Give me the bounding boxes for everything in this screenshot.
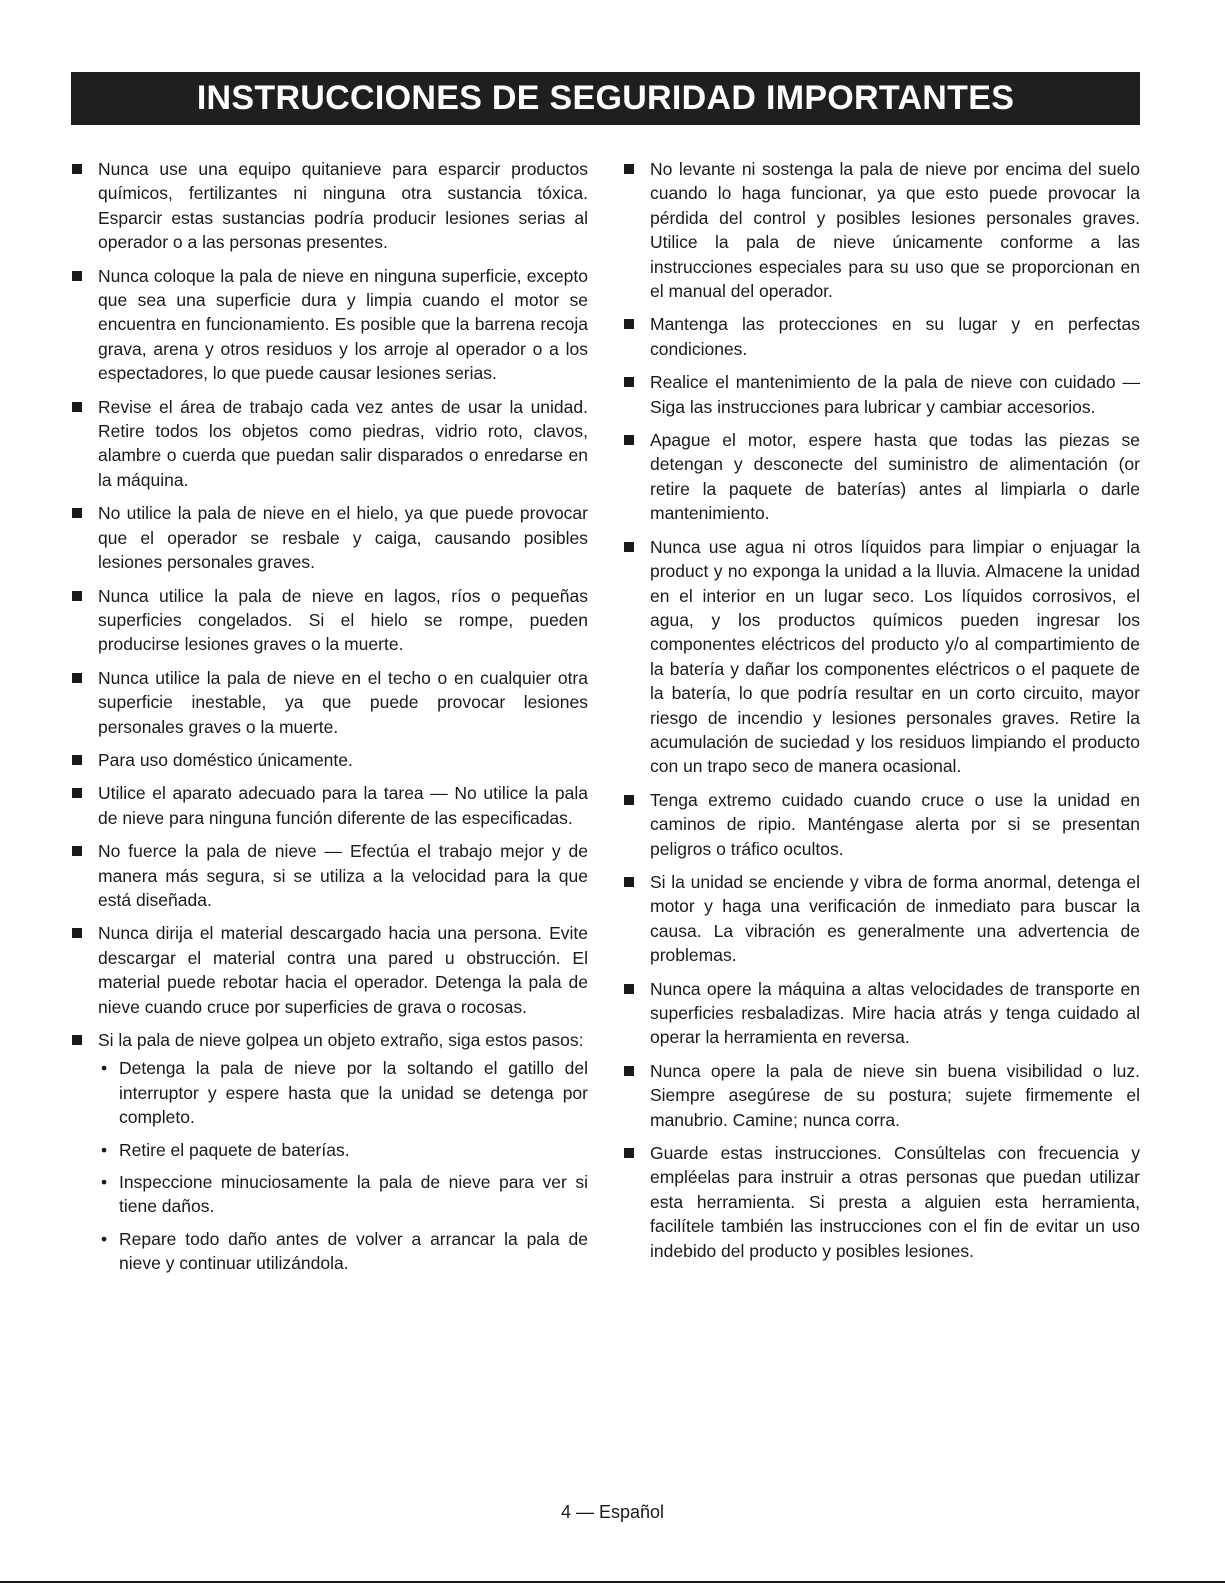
list-item [623, 1141, 1140, 1263]
list-item [623, 535, 1140, 779]
square-bullet-icon [72, 271, 82, 281]
square-bullet-icon [72, 1035, 82, 1045]
list-item-text: Mantenga las protecciones en su lugar y en perfectas condiciones. [650, 314, 1140, 359]
sub-list-item-text: Repare todo daño antes de volver a arrancar la pala de nieve y continuar utilizándola. [119, 1228, 588, 1274]
sub-list-item [98, 1138, 588, 1162]
sub-list-item [98, 1056, 588, 1129]
square-bullet-icon [624, 164, 634, 174]
square-bullet-icon [624, 435, 634, 445]
list-item [71, 584, 588, 657]
round-bullet-icon: • [101, 1172, 108, 1193]
list-item [623, 977, 1140, 1050]
list-item-text: Nunca utilice la pala de nieve en lagos, ríos o pequeñas superficies congelados. Si el hielo se rompe, pueden producirse lesiones graves o la muerte. [98, 585, 588, 655]
list-item [623, 370, 1140, 419]
list-item [71, 264, 588, 386]
list-item-text: Nunca utilice la pala de nieve en el techo o en cualquier otra superficie inestable, ya que puede provocar lesiones personales graves o la muerte. [98, 667, 588, 737]
list-item-text: Nunca coloque la pala de nieve en ninguna superficie, excepto que sea una superficie dura y limpia cuando el motor se encuentra en funcionamiento. Es posible que la barrena recoja grava, arena y otros residuos y los arroje al operador o a los espectadores, lo que puede causar lesiones serias. [98, 265, 588, 384]
square-bullet-icon [72, 164, 82, 174]
safety-list-left [71, 157, 588, 1276]
square-bullet-icon [624, 542, 634, 552]
list-item-text: Tenga extremo cuidado cuando cruce o use la unidad en caminos de ripio. Manténgase alerta por si se presentan peligros o tráfico ocultos. [650, 789, 1140, 859]
list-item [71, 666, 588, 739]
list-item-text: No fuerce la pala de nieve — Efectúa el trabajo mejor y de manera más segura, si se utiliza a la velocidad para la que está diseñada. [98, 841, 588, 910]
sub-list-item-text: Inspeccione minuciosamente la pala de nieve para ver si tiene daños. [119, 1172, 588, 1217]
list-item-text: No levante ni sostenga la pala de nieve por encima del suelo cuando lo haga funcionar, ya que esto puede provocar la pérdida del control y posibles lesiones personales graves. Utilice la pala de nieve únicamente conforme a las instrucciones especiales para su uso que se proporcionan en el manual del operador. [650, 159, 1140, 302]
list-item-text: Apague el motor, espere hasta que todas las piezas se detengan y desconecte del suministro de alimentación (or retire la paquete de baterías) antes al limpiarla o darle mantenimiento. [650, 430, 1140, 524]
square-bullet-icon [624, 795, 634, 805]
list-item [71, 748, 588, 772]
square-bullet-icon [72, 591, 82, 601]
page-title: INSTRUCCIONES DE SEGURIDAD IMPORTANTES [196, 79, 1015, 117]
bottom-divider [0, 1581, 1225, 1583]
square-bullet-icon [624, 877, 634, 887]
list-item [623, 870, 1140, 968]
page-footer [0, 1500, 1225, 1524]
list-item-text: Si la pala de nieve golpea un objeto extraño, siga estos pasos: [98, 1030, 584, 1050]
sub-list-item [98, 1227, 588, 1276]
square-bullet-icon [624, 984, 634, 994]
list-item [71, 395, 588, 493]
list-item-text: No utilice la pala de nieve en el hielo, ya que puede provocar que el operador se resbale y caiga, causando posibles lesiones personales graves. [98, 503, 588, 573]
list-item [623, 312, 1140, 361]
safety-list-right [623, 157, 1140, 1263]
list-item [623, 788, 1140, 861]
round-bullet-icon: • [101, 1228, 108, 1249]
square-bullet-icon [72, 673, 82, 683]
sub-list-item [98, 1170, 588, 1219]
list-item [71, 921, 588, 1019]
round-bullet-icon: • [101, 1058, 108, 1079]
list-item [623, 1059, 1140, 1132]
square-bullet-icon [72, 788, 82, 798]
list-item [71, 157, 588, 255]
list-item [71, 1028, 588, 1276]
list-item [623, 428, 1140, 526]
page-number-label: 4 — Español [560, 1502, 665, 1522]
list-item [71, 501, 588, 574]
list-item-text: Nunca use una equipo quitanieve para esparcir productos químicos, fertilizantes ni ninguna otra sustancia tóxica. Esparcir estas sustancias podría producir lesiones serias al operador o a las personas presentes. [98, 159, 588, 253]
foreign-object-steps [98, 1056, 588, 1275]
square-bullet-icon [624, 319, 634, 329]
list-item-text: Guarde estas instrucciones. Consúltelas con frecuencia y empléelas para instruir a otras personas que puedan utilizar esta herramienta. Si presta a alguien esta herramienta, facilítele también las instrucciones con el fin de evitar un uso indebido del producto y posibles lesiones. [650, 1143, 1140, 1261]
list-item-text: Utilice el aparato adecuado para la tarea — No utilice la pala de nieve para ninguna función diferente de las especificadas. [98, 783, 588, 828]
square-bullet-icon [72, 846, 82, 856]
left-column [71, 157, 588, 1285]
list-item [71, 839, 588, 912]
list-item [623, 157, 1140, 303]
sub-list-item-text: Detenga la pala de nieve por la soltando el gatillo del interruptor y espere hasta que la unidad se detenga por completo. [119, 1058, 588, 1128]
list-item-text: Nunca opere la pala de nieve sin buena visibilidad o luz. Siempre asegúrese de su postura; sujete firmemente el manubrio. Camine; nunca corra. [650, 1060, 1140, 1130]
list-item-text: Nunca use agua ni otros líquidos para limpiar o enjuagar la product y no exponga la unidad a la lluvia. Almacene la unidad en el interior en un lugar seco. Los líquidos corrosivos, el agua, y los productos químicos pueden ingresar los componentes eléctricos del producto y/o al compartimiento de la batería y dañar los componentes eléctricos o el paquete de la batería, lo que podría resultar en un corto circuito, mayor riesgo de incendio y lesiones personales graves. Retire la acumulación de suciedad y los residuos limpiando el producto con un trapo seco de manera ocasional. [650, 536, 1140, 777]
square-bullet-icon [624, 1066, 634, 1076]
list-item-text: Para uso doméstico únicamente. [98, 749, 353, 770]
page-title-banner [71, 72, 1140, 125]
sub-list-item-text: Retire el paquete de baterías. [119, 1139, 350, 1160]
list-item-text: Revise el área de trabajo cada vez antes de usar la unidad. Retire todos los objetos como piedras, vidrio roto, clavos, alambre o cuerda que puedan salir disparados o enredarse en la máquina. [98, 396, 588, 490]
round-bullet-icon: • [101, 1139, 108, 1160]
square-bullet-icon [72, 928, 82, 938]
square-bullet-icon [72, 508, 82, 518]
square-bullet-icon [72, 755, 82, 765]
square-bullet-icon [72, 402, 82, 412]
list-item-text: Realice el mantenimiento de la pala de nieve con cuidado — Siga las instrucciones para lubricar y cambiar accesorios. [650, 372, 1140, 417]
square-bullet-icon [624, 377, 634, 387]
square-bullet-icon [624, 1148, 634, 1158]
list-item-text: Nunca opere la máquina a altas velocidades de transporte en superficies resbaladizas. Mire hacia atrás y tenga cuidado al operar la herramienta en reversa. [650, 978, 1140, 1048]
list-item-text: Nunca dirija el material descargado hacia una persona. Evite descargar el material contra una pared u obstrucción. El material puede rebotar hacia el operador. Detenga la pala de nieve cuando cruce por superficies de grava o rocosas. [98, 923, 588, 1017]
list-item [71, 781, 588, 830]
list-item-text: Si la unidad se enciende y vibra de forma anormal, detenga el motor y haga una verificación de inmediato para buscar la causa. La vibración es generalmente una advertencia de problemas. [650, 871, 1140, 966]
right-column [623, 157, 1140, 1272]
